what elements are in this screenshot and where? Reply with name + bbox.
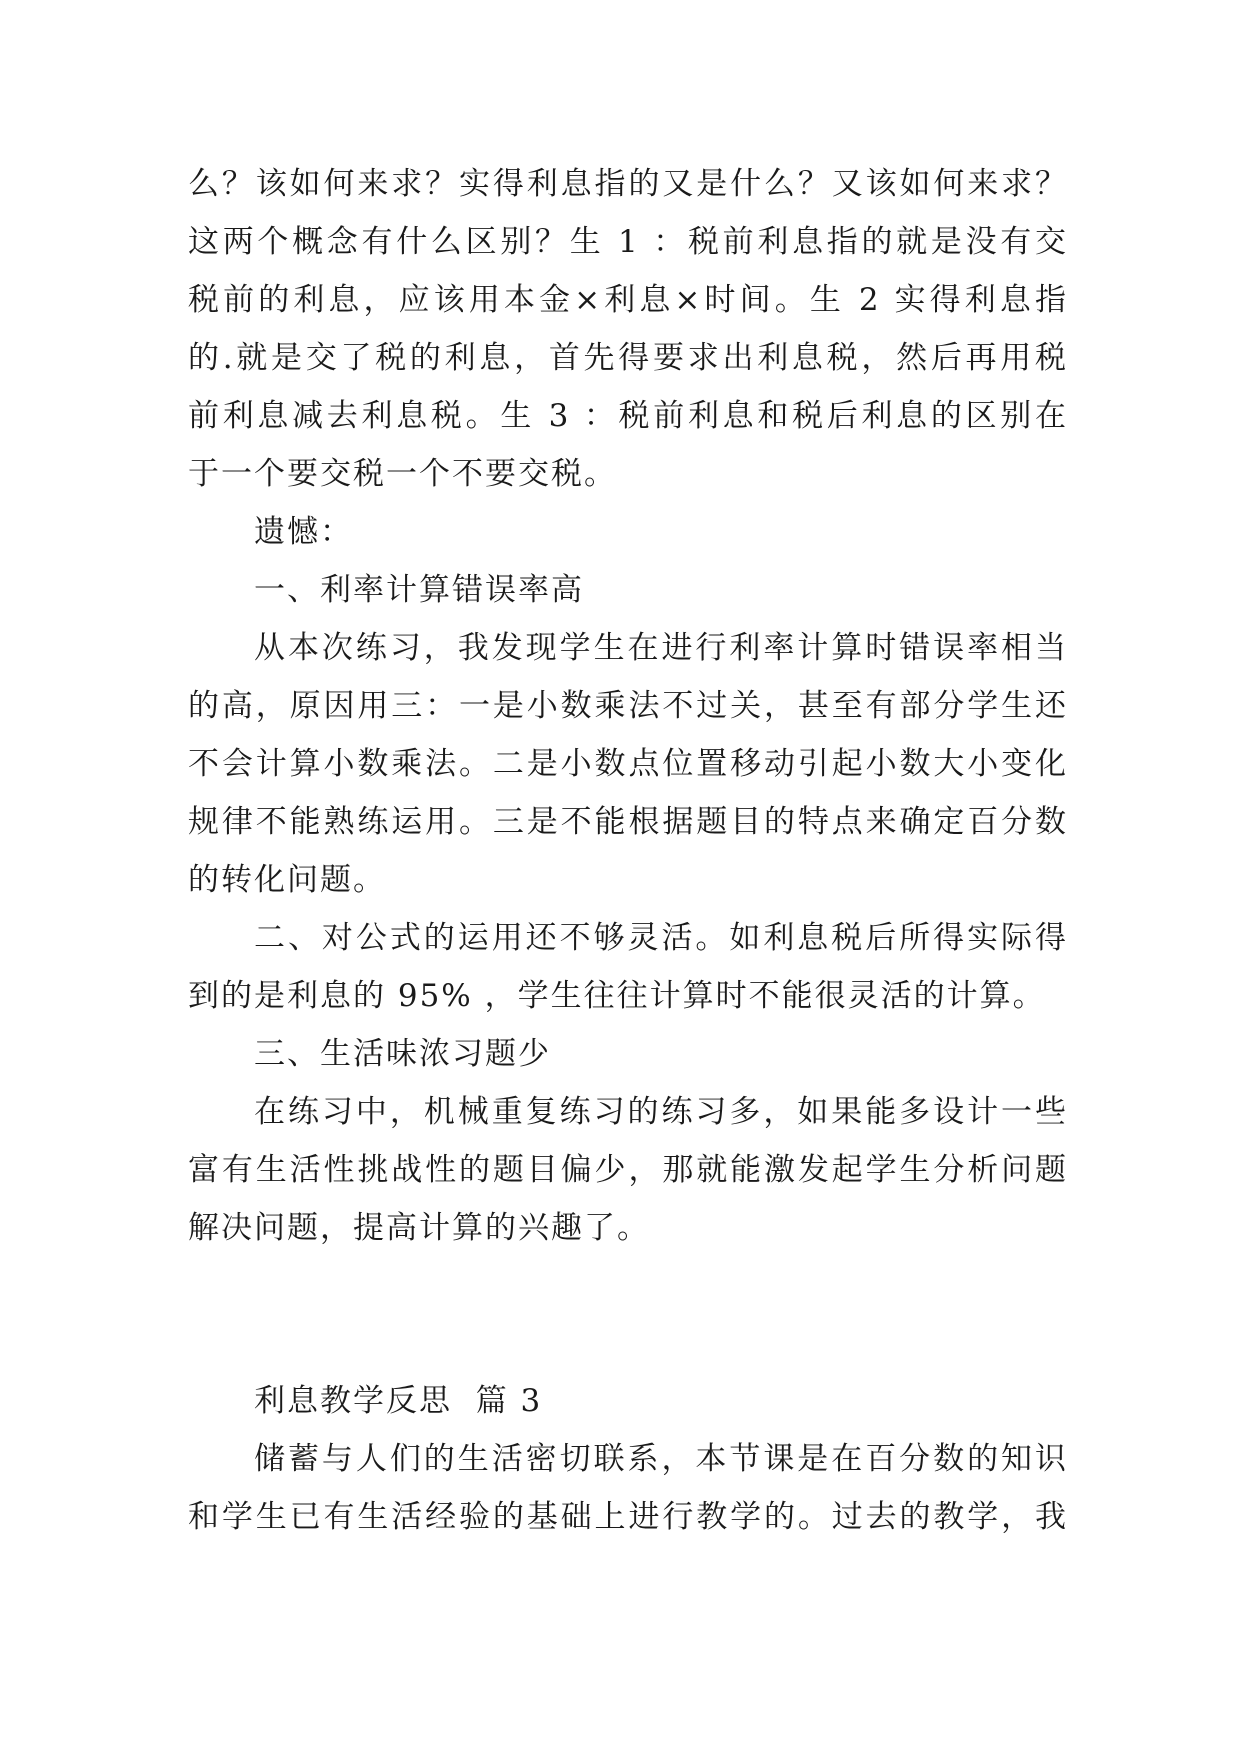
paragraph-line: 税前的利息，应该用本金×利息×时间。生 2 实得利息指 (188, 282, 1068, 318)
paragraph-line: 的.就是交了税的利息，首先得要求出利息税，然后再用税 (188, 340, 1068, 376)
paragraph-line: 储蓄与人们的生活密切联系，本节课是在百分数的知识 (254, 1441, 1068, 1477)
paragraph-line: 和学生已有生活经验的基础上进行教学的。过去的教学，我 (188, 1499, 1068, 1535)
subheading-1: 一、利率计算错误率高 (254, 572, 584, 608)
paragraph-line: 这两个概念有什么区别？生 1 ：税前利息指的就是没有交 (188, 224, 1068, 260)
paragraph-line: 在练习中，机械重复练习的练习多，如果能多设计一些 (254, 1094, 1068, 1130)
paragraph-line: 富有生活性挑战性的题目偏少，那就能激发起学生分析问题 (188, 1152, 1068, 1188)
paragraph-line: 到的是利息的 95% ，学生往往计算时不能很灵活的计算。 (188, 978, 1046, 1014)
paragraph-line: 规律不能熟练运用。三是不能根据题目的特点来确定百分数 (188, 804, 1068, 840)
section-heading-regret: 遗憾： (254, 514, 353, 550)
paragraph-line: 的高，原因用三：一是小数乘法不过关，甚至有部分学生还 (188, 688, 1068, 724)
paragraph-line: 么？该如何来求？实得利息指的又是什么？又该如何来求？ (188, 166, 1068, 202)
paragraph-line: 于一个要交税一个不要交税。 (188, 456, 617, 492)
subheading-3: 三、生活味浓习题少 (254, 1036, 551, 1072)
paragraph-line: 的转化问题。 (188, 862, 386, 898)
paragraph-line: 前利息减去利息税。生 3 ：税前利息和税后利息的区别在 (188, 398, 1068, 434)
paragraph-line: 解决问题，提高计算的兴趣了。 (188, 1210, 650, 1246)
paragraph-line: 二、对公式的运用还不够灵活。如利息税后所得实际得 (254, 920, 1068, 956)
paragraph-line: 不会计算小数乘法。二是小数点位置移动引起小数大小变化 (188, 746, 1068, 782)
section-title: 利息教学反思 篇 3 (254, 1383, 543, 1419)
paragraph-line: 从本次练习，我发现学生在进行利率计算时错误率相当 (254, 630, 1068, 666)
